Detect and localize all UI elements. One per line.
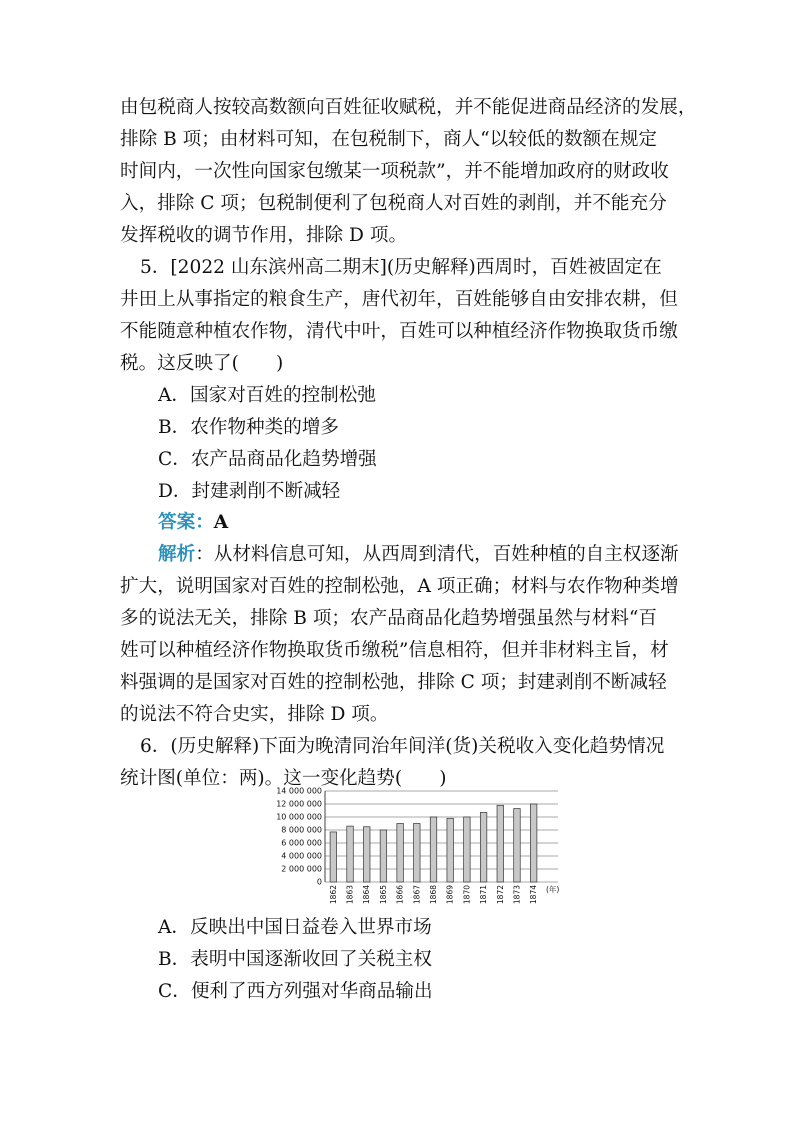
bar: [447, 818, 454, 882]
y-tick-label: 10 000 000: [276, 812, 322, 822]
option-a: A．反映出中国日益卷入世界市场: [158, 917, 432, 938]
y-tick-label: 4 000 000: [281, 851, 322, 861]
text-line: 由包税商人按较高数额向百姓征收赋税，并不能促进商品经济的发展，: [120, 97, 697, 118]
analysis-text: 多的说法无关，排除 B 项；农产品商品化趋势增强虽然与材料“百: [120, 608, 658, 629]
bar: [430, 817, 437, 882]
tariff-bar-chart: [262, 786, 572, 906]
y-tick-label: 0: [316, 877, 322, 887]
text-line: 时间内，一次性向国家包缴某一项税款”，并不能增加政府的财政收: [120, 161, 669, 182]
bar: [480, 812, 487, 882]
x-tick-label: 1868: [429, 885, 438, 905]
y-tick-label: 14 000 000: [276, 786, 322, 796]
bar: [363, 827, 370, 882]
bar: [330, 832, 337, 882]
x-tick-label: 1864: [362, 885, 372, 905]
bar: [464, 817, 471, 882]
answer-value: A: [213, 512, 229, 533]
question-6-stem: 6．(历史解释)下面为晚清同治年间洋(货)关税收入变化趋势情况: [140, 736, 665, 757]
x-tick-label: 1872: [495, 885, 505, 905]
question-5-stem: 税。这反映了( ): [120, 353, 284, 374]
question-6-stem: 统计图(单位：两)。这一变化趋势( ): [120, 768, 447, 789]
analysis-text: 扩大，说明国家对百姓的控制松弛，A 项正确；材料与农作物种类增: [120, 576, 679, 597]
y-tick-label: 2 000 000: [281, 864, 322, 874]
option-c: C．便利了西方列强对华商品输出: [158, 981, 433, 1002]
x-axis-label: (年): [546, 885, 560, 894]
analysis-text: 料强调的是国家对百姓的控制松弛，排除 C 项；封建剥削不断减轻: [120, 672, 667, 693]
question-5-stem: 井田上从事指定的粮食生产，唐代初年，百姓能够自由安排农耕，但: [120, 289, 678, 310]
x-tick-label: 1874: [529, 885, 539, 905]
y-tick-label: 8 000 000: [281, 825, 322, 835]
x-tick-label: 1870: [462, 885, 472, 905]
option-a: A．国家对百姓的控制松弛: [158, 385, 376, 406]
text-line: 排除 B 项；由材料可知，在包税制下，商人“以较低的数额在规定: [120, 129, 658, 150]
analysis-text: 姓可以种植经济作物换取货币缴税”信息相符，但并非材料主旨，材: [120, 640, 669, 661]
bar: [414, 824, 421, 883]
bar: [530, 804, 537, 882]
y-tick-label: 6 000 000: [281, 838, 322, 848]
question-5-stem: 5．[2022 山东滨州高二期末](历史解释)西周时，百姓被固定在: [140, 257, 662, 278]
x-tick-label: 1873: [512, 885, 522, 905]
analysis-text: ：从材料信息可知，从西周到清代，百姓种植的自主权逐渐: [195, 544, 679, 565]
question-5-stem: 不能随意种植农作物，清代中叶，百姓可以种植经济作物换取货币缴: [120, 321, 678, 342]
bar: [347, 826, 354, 882]
option-c: C．农产品商品化趋势增强: [158, 449, 377, 470]
x-tick-label: 1871: [479, 885, 489, 905]
y-tick-label: 12 000 000: [276, 799, 322, 809]
text-line: 入，排除 C 项；包税制便利了包税商人对百姓的剥削，并不能充分: [120, 193, 667, 214]
bar: [514, 809, 521, 882]
x-tick-label: 1863: [345, 885, 355, 905]
analysis-line: [158, 543, 679, 567]
answer-label: 答案：: [158, 512, 214, 533]
option-b: B．农作物种类的增多: [158, 417, 340, 438]
text-line: 发挥税收的调节作用，排除 D 项。: [120, 225, 408, 246]
bar: [497, 805, 504, 882]
option-b: B．表明中国逐渐收回了关税主权: [158, 949, 432, 970]
answer-line: [158, 511, 228, 535]
x-tick-label: 1867: [412, 885, 422, 905]
x-tick-label: 1865: [378, 885, 388, 905]
bar: [380, 830, 387, 882]
bar: [397, 824, 404, 883]
analysis-label: 解析: [158, 544, 196, 565]
x-tick-label: 1862: [328, 885, 338, 905]
x-tick-label: 1869: [445, 885, 455, 905]
analysis-text: 的说法不符合史实，排除 D 项。: [120, 704, 389, 725]
x-tick-label: 1866: [395, 885, 405, 905]
option-d: D．封建剥削不断减轻: [158, 481, 341, 502]
